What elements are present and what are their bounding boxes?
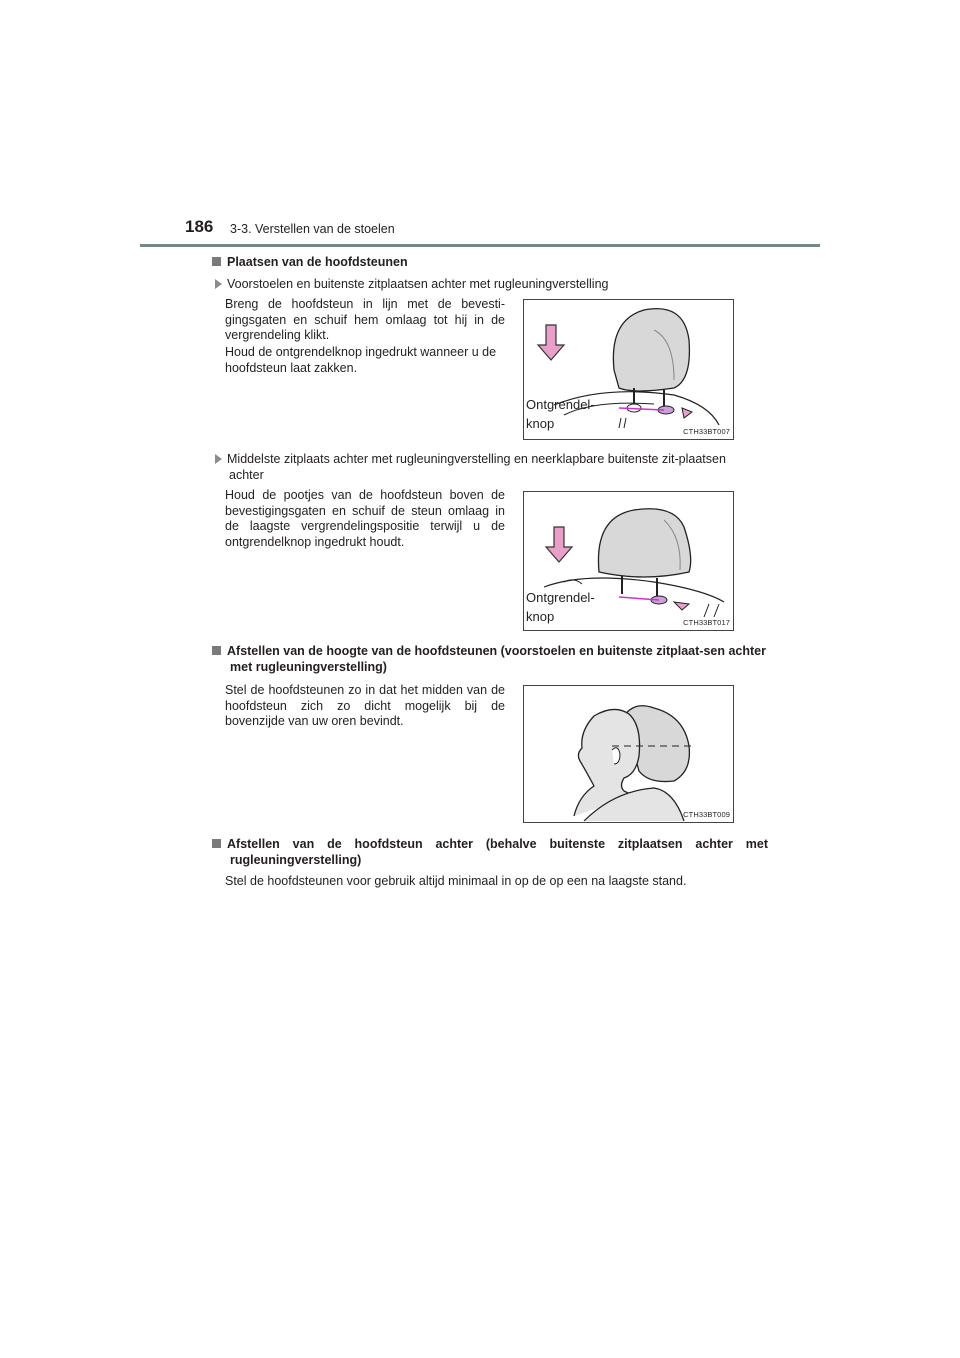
sub-bullet-middle-seat <box>215 451 762 483</box>
instruction-text-1a: Breng de hoofdsteun in lijn met de bevesti-gingsgaten en schuif hem omlaag tot hij in de vergrendeling klikt. <box>225 297 505 342</box>
figure-code-1: CTH33BT007 <box>683 427 730 436</box>
down-arrow-icon <box>546 527 572 562</box>
section-heading-rear-text: Afstellen van de hoofdsteun achter (behalve buitenste zitplaatsen achter met rugleuningverstelling) <box>227 837 768 867</box>
square-bullet-icon <box>212 839 221 848</box>
release-button-label-2 <box>526 588 595 626</box>
square-bullet-icon <box>212 646 221 655</box>
release-button-label-2-line2: knop <box>526 609 555 624</box>
figure-code-3: CTH33BT009 <box>683 810 730 819</box>
section-heading-placing-text: Plaatsen van de hoofdsteunen <box>227 255 408 269</box>
sub-bullet-front-seats-text: Voorstoelen en buitenste zitplaatsen achter met rugleuningverstelling <box>227 277 609 291</box>
triangle-bullet-icon <box>215 454 222 464</box>
instruction-text-1b-text: Houd de ontgrendelknop ingedrukt wanneer u de hoofdsteun laat zakken. <box>225 345 497 375</box>
instruction-text-2: Houd de pootjes van de hoofdsteun boven de bevestigingsgaten en schuif de steun omlaag in de laagste vergrendelingspositie terwijl u de ontgrendelknop ingedrukt houdt. <box>225 488 505 549</box>
section-title: 3-3. Verstellen van de stoelen <box>230 222 395 236</box>
section-heading-height <box>212 643 768 675</box>
header-rule <box>140 244 820 247</box>
release-button-label-1-line1: Ontgrendel- <box>526 397 595 412</box>
instruction-text-4: Stel de hoofdsteunen voor gebruik altijd minimaal in op de op een na laagste stand. <box>225 874 687 888</box>
head-position-illustration <box>524 686 733 822</box>
down-arrow-icon <box>538 325 564 360</box>
triangle-bullet-icon <box>215 279 222 289</box>
sub-bullet-middle-seat-text: Middelste zitplaats achter met rugleuningverstelling en neerklapbare buitenste zit-plaatsen achter <box>227 452 726 482</box>
figure-headrest-install <box>523 299 734 440</box>
figure-middle-headrest <box>523 491 734 631</box>
section-heading-rear <box>212 836 768 868</box>
section-heading-height-text: Afstellen van de hoogte van de hoofdsteunen (voorstoelen en buitenste zitplaat-sen achter met rugleuningverstelling) <box>227 644 766 674</box>
square-bullet-icon <box>212 257 221 266</box>
instruction-text-1b <box>225 345 505 376</box>
sub-bullet-front-seats <box>215 276 755 292</box>
release-button-label-1 <box>526 395 595 433</box>
instruction-text-1 <box>225 297 505 344</box>
figure-head-position <box>523 685 734 823</box>
section-heading-placing <box>212 254 752 270</box>
release-button-label-2-line1: Ontgrendel- <box>526 590 595 605</box>
figure-code-2: CTH33BT017 <box>683 618 730 627</box>
release-button-label-1-line2: knop <box>526 416 555 431</box>
instruction-text-3: Stel de hoofdsteunen zo in dat het midden van de hoofdsteun zich zo dicht mogelijk bij de bovenzijde van uw oren bevindt. <box>225 683 505 728</box>
page-number: 186 <box>185 217 214 236</box>
